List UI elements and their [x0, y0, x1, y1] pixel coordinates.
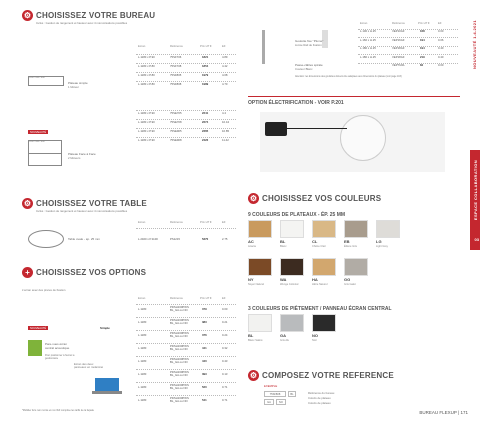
options-cell: PDSH160PWS BL_GA ou NO: [170, 370, 189, 378]
bureau-header-0: Ecran: [138, 44, 146, 48]
bureau-cell: 75SF706: [170, 55, 182, 59]
bureau-icon: ⚙: [23, 11, 32, 20]
bureau-cell: 2274: [202, 120, 209, 124]
tr-cell: VEP18GF: [392, 46, 405, 50]
swatch-name: Acacia: [248, 245, 256, 248]
swatch-code: AC: [248, 239, 254, 244]
table-row-ef: 2.75: [222, 237, 228, 241]
swatch-code: BL: [248, 333, 254, 338]
color-swatch: [280, 314, 304, 332]
bureau-cell: 75SF805: [170, 73, 182, 77]
color-swatch: [312, 314, 336, 332]
elec-plug: [265, 122, 287, 136]
bureau-cell: 1989: [202, 82, 209, 86]
table-row-line: [136, 228, 236, 229]
bureau-cell: 75SE908: [170, 138, 182, 142]
options-cell: 0.71: [222, 398, 228, 402]
elec-divider: [248, 96, 460, 97]
tr-cell: 194: [420, 46, 425, 50]
bureau-cell: 2241: [202, 111, 209, 115]
pietement-title: 3 COULEURS DE PIÈTEMENT / PANNEAU ÉCRAN CENTRAL: [248, 306, 392, 312]
options-cell: L.1180: [138, 385, 147, 389]
bureau-face-divider: [28, 153, 62, 154]
tr-cell: VEP16GF: [392, 37, 405, 42]
swatch-code: HA: [312, 277, 318, 282]
options-header-2: Prix HT €: [200, 296, 212, 300]
tr-cell: VEPTURL: [392, 63, 405, 67]
couleurs-icon: ⚙: [249, 194, 258, 203]
swatch-code: NY: [248, 277, 254, 282]
options-cell: 441: [202, 346, 207, 350]
bureau-label1: Plateau simple: [68, 81, 88, 85]
reference-icon: ⚙: [249, 371, 258, 380]
color-swatch: [248, 220, 272, 238]
options-cell: L.1180: [138, 307, 147, 311]
reference-box-1: BL: [288, 391, 296, 397]
reference-box-0: 75SF808: [264, 391, 286, 397]
options-cell: L.1180: [138, 320, 147, 324]
plateaux-title: 9 COULEURS DE PLATEAUX - ÉP. 25 MM: [248, 212, 346, 218]
tr-header-1: Référence: [392, 21, 405, 25]
bureau-cell: 75SF708: [170, 64, 182, 68]
swatch-name: Noyer Naturel: [248, 283, 265, 286]
footer: [419, 410, 468, 415]
options-label-simple: Simple: [100, 326, 110, 330]
color-swatch: [280, 220, 304, 238]
tr-cell: 0.40: [438, 46, 444, 50]
options-label-pare: Pare-vues écran central acoustique: [45, 342, 70, 350]
swatch-name: Blanc Satiné: [248, 339, 263, 342]
sidebar-top-text: NOUVEAUTÉ 1.4.2021: [472, 20, 478, 69]
footer-page: 171: [460, 410, 468, 415]
bureau-cell: 11.42: [222, 138, 229, 142]
bureau-cell: 75SF808: [170, 82, 182, 86]
options-cell: L.1180: [138, 333, 147, 337]
options-cell: L.1180: [138, 359, 147, 363]
table-row-price: 5370: [202, 237, 209, 241]
table-row-dim: L.2400 x P.1100: [138, 237, 158, 241]
options-cell: 541: [202, 398, 207, 402]
reference-legend-0: Référence du bureau: [308, 391, 335, 395]
bureau-cell: 4.89: [222, 55, 228, 59]
options-label-pare-sub: Pour positionner à l'écran le gestionnaire: [45, 354, 75, 360]
bureau-cell: L.1180 x P.90: [138, 129, 155, 133]
reference-legend-1: Coloris de plateau: [308, 396, 331, 400]
bureau-header-3: EF: [222, 44, 226, 48]
table-header-1: Référence: [170, 220, 183, 224]
elec-socket-plate: [340, 115, 386, 161]
bureau-drawing-dim1: 1180 / 840 / 800: [29, 77, 45, 79]
options-cell: 0.21: [222, 320, 228, 324]
bureau-cell: L.1180 x P.90: [138, 138, 155, 142]
tr-cell: VEP10GF: [392, 29, 405, 33]
tr-cell: L.180 x H.25: [360, 46, 376, 50]
options-cell: 0.32: [222, 346, 228, 350]
options-footnote: *Mobilier livré non monté et non l'EF comprise les tarifs de la façade: [22, 409, 94, 412]
bureau-cell: 4.70: [222, 82, 228, 86]
options-cell: 440: [202, 359, 207, 363]
reference-box-2: GA: [264, 399, 274, 405]
swatch-name: Hêtre Naturel: [312, 283, 328, 286]
tr-label2-sub: Couleur Blanc: [295, 67, 313, 71]
tr-label2: Passe-câbles spirale: [295, 63, 323, 67]
bureau-subtitle: Inclus : Gestion de rangement et hauteur avec 4 mémorisations possibles: [36, 21, 128, 25]
color-swatch: [312, 220, 336, 238]
options-cell: 376: [202, 333, 207, 337]
reference-title: COMPOSEZ VOTRE REFERENCE: [262, 371, 394, 380]
table-row-label: Table ovale - ép. 25 mm: [68, 237, 101, 241]
color-swatch: [312, 258, 336, 276]
couleurs-title: CHOISISSEZ VOS COULEURS: [262, 194, 382, 203]
reference-legend-2: Coloris de plateau: [308, 401, 331, 405]
options-icon: +: [22, 267, 33, 278]
options-header-3: EF: [222, 296, 226, 300]
tr-label1: Goulotte fixe "Plume": [295, 39, 324, 43]
bureau-header-2: Prix HT €: [200, 44, 212, 48]
options-cell: PDSH160PWS BL_GA ou NO: [170, 318, 189, 326]
options-cell: 0.43: [222, 359, 228, 363]
table-ovale-drawing: [28, 230, 64, 248]
options-cell: L.1180: [138, 372, 147, 376]
swatch-name: Chêne Clair: [312, 245, 326, 248]
bureau-drawing-dim2: 1180 / 860 / 800: [29, 141, 45, 143]
tr-cell: 0.06: [438, 37, 444, 42]
tr-cell: 219: [420, 54, 425, 59]
options-cell: PDSH160PWS BL_GA ou NO: [170, 396, 189, 404]
sidebar-section-text: ESPACE COLLABORATION: [473, 160, 479, 221]
options-blue-screen-base: [92, 391, 122, 394]
color-swatch: [280, 258, 304, 276]
tr-cell: 0.00: [438, 29, 444, 33]
bureau-label2-sub: 2 Moteurs: [68, 156, 81, 160]
bureau-cell: L.1180 x P.90: [138, 111, 155, 115]
bureau-cell: 75SE905: [170, 129, 182, 133]
tr-cell: 168: [420, 29, 425, 33]
swatch-code: BL: [280, 239, 286, 244]
tr-cell: L.180 x H.25: [360, 54, 376, 59]
options-cell: 383: [202, 320, 207, 324]
options-cell: PDSH160PWS BL_GA ou NO: [170, 344, 189, 352]
table-title: CHOISISSEZ VOTRE TABLE: [36, 199, 147, 208]
bureau-cell: L.1180 x P.80: [138, 73, 155, 77]
color-swatch: [248, 258, 272, 276]
bureau-cell: 2422: [202, 138, 209, 142]
options-blue-screen: [95, 378, 119, 392]
swatch-name: Gris Galet: [344, 283, 356, 286]
bureau-label2: Plateau Face à Face: [68, 152, 96, 156]
options-cell: PDSH160PWS BL_GA ou NO: [170, 357, 189, 365]
bureau-cell: 75SE708: [170, 120, 182, 124]
options-cell: 0.13: [222, 372, 228, 376]
tr-cell: L.100 x H.25: [360, 29, 376, 33]
swatch-code: GA: [280, 333, 286, 338]
options-cell: 0.00: [222, 307, 228, 311]
options-cell: 520: [202, 385, 207, 389]
table-header-3: EF: [222, 220, 226, 224]
color-swatch: [344, 258, 368, 276]
swatch-name: Noir: [312, 339, 317, 342]
bureau-cell: 2365: [202, 129, 209, 133]
options-cell: L.1180: [138, 346, 147, 350]
tr-cell: VEP18GF: [392, 54, 405, 59]
bureau-label1-sub: 1 Moteur: [68, 85, 80, 89]
tr-header-3: EF: [438, 21, 442, 25]
options-label-mid: Ecran des deux panneaux en mélaminé: [74, 362, 104, 370]
tr-cell: 194: [420, 37, 425, 42]
tr-cell: 0.40: [438, 54, 444, 59]
swatch-code: LG: [376, 239, 382, 244]
options-subtitle: L'écran avec des pinces de fixation: [22, 288, 66, 292]
tr-cell: 84: [420, 63, 424, 67]
tr-note: Attention: les dimensions des goulottes doivent être adaptées aux dimensions du plateau (voir page 103): [295, 76, 402, 78]
bureau-cell: 4.4: [222, 111, 226, 115]
swatch-code: NO: [312, 333, 318, 338]
bureau-cell: L.1180 x P.90: [138, 120, 155, 124]
options-title: CHOISISSEZ VOS OPTIONS: [36, 268, 147, 277]
options-cell: 0.24: [222, 333, 228, 337]
options-cell: 393: [202, 372, 207, 376]
swatch-name: Light Grey: [376, 245, 388, 248]
table-icon: ⚙: [23, 199, 32, 208]
bureau-cell: 75SE705: [170, 111, 182, 115]
swatch-code: CL: [312, 239, 318, 244]
swatch-name: Wenge Colonial: [280, 283, 299, 286]
options-header-0: Ecran: [138, 296, 146, 300]
swatch-name: Ébène Gris: [344, 245, 357, 248]
options-cell: PDSH160PWS BL_GA ou NO: [170, 305, 189, 313]
tr-cell: 0.00: [438, 63, 444, 67]
options-cell: 379: [202, 307, 207, 311]
swatch-name: Gris Alu: [280, 339, 290, 342]
options-cell: PDSH160PWS BL_GA ou NO: [170, 383, 189, 391]
bureau-cell: 10.85: [222, 129, 229, 133]
options-header-1: Référence: [170, 296, 183, 300]
bureau-cell: 1821: [202, 55, 209, 59]
reference-box-3: NO: [276, 399, 286, 405]
table-row-ref: PS1215: [170, 237, 180, 241]
options-cell: PDSH160PWS BL_GA ou NO: [170, 331, 189, 339]
bureau-cell: 1979: [202, 73, 209, 77]
swatch-code: GG: [344, 277, 351, 282]
tr-spiral-image: [262, 30, 265, 64]
bureau-cell: L.1180 x P.80: [138, 82, 155, 86]
color-swatch: [376, 220, 400, 238]
swatch-name: Blanc: [280, 245, 287, 248]
bureau-cell: 10.44: [222, 120, 229, 124]
options-cell: 0.71: [222, 385, 228, 389]
elec-title: OPTION ÉLECTRIFICATION - VOIR P.201: [248, 100, 344, 106]
footer-text: BUREAU FLEXUP: [419, 410, 457, 415]
tr-header-0: Ecran: [360, 21, 368, 25]
tr-header-2: Prix HT €: [418, 21, 430, 25]
table-header-2: Prix HT €: [200, 220, 212, 224]
swatch-code: WA: [280, 277, 287, 282]
tr-cell: L.160 x H.25: [360, 37, 376, 42]
options-green-panel: [28, 340, 42, 356]
bureau-cell: 1854: [202, 64, 209, 68]
elec-cable: [287, 128, 347, 129]
bureau-title: CHOISISSEZ VOTRE BUREAU: [36, 11, 156, 20]
sidebar-section-number: 03: [474, 237, 479, 242]
bureau-cell: L.1180 x P.80: [138, 64, 155, 68]
bureau-cell: L.1180 x P.90: [138, 55, 155, 59]
tr-label1-sub: Livrée Rail de fixation: [295, 43, 322, 47]
bureau-cell: 4.08: [222, 73, 228, 77]
options-cell: L.1180: [138, 398, 147, 402]
footer-sep: |: [458, 410, 461, 415]
bureau-header-1: Référence: [170, 44, 183, 48]
table-header-0: Ecran: [138, 220, 146, 224]
reference-example-label: EXEMPLE: [264, 384, 278, 388]
bureau-badge: NOUVEAUTÉ: [30, 130, 47, 134]
color-swatch: [248, 314, 272, 332]
color-swatch: [344, 220, 368, 238]
table-subtitle: Inclus : Gestion de rangement et hauteur avec 4 mémorisations possibles: [36, 209, 128, 213]
bureau-cell: 4.42: [222, 64, 228, 68]
options-pill: NOUVEAUTÉ: [30, 326, 47, 330]
swatch-code: EB: [344, 239, 350, 244]
